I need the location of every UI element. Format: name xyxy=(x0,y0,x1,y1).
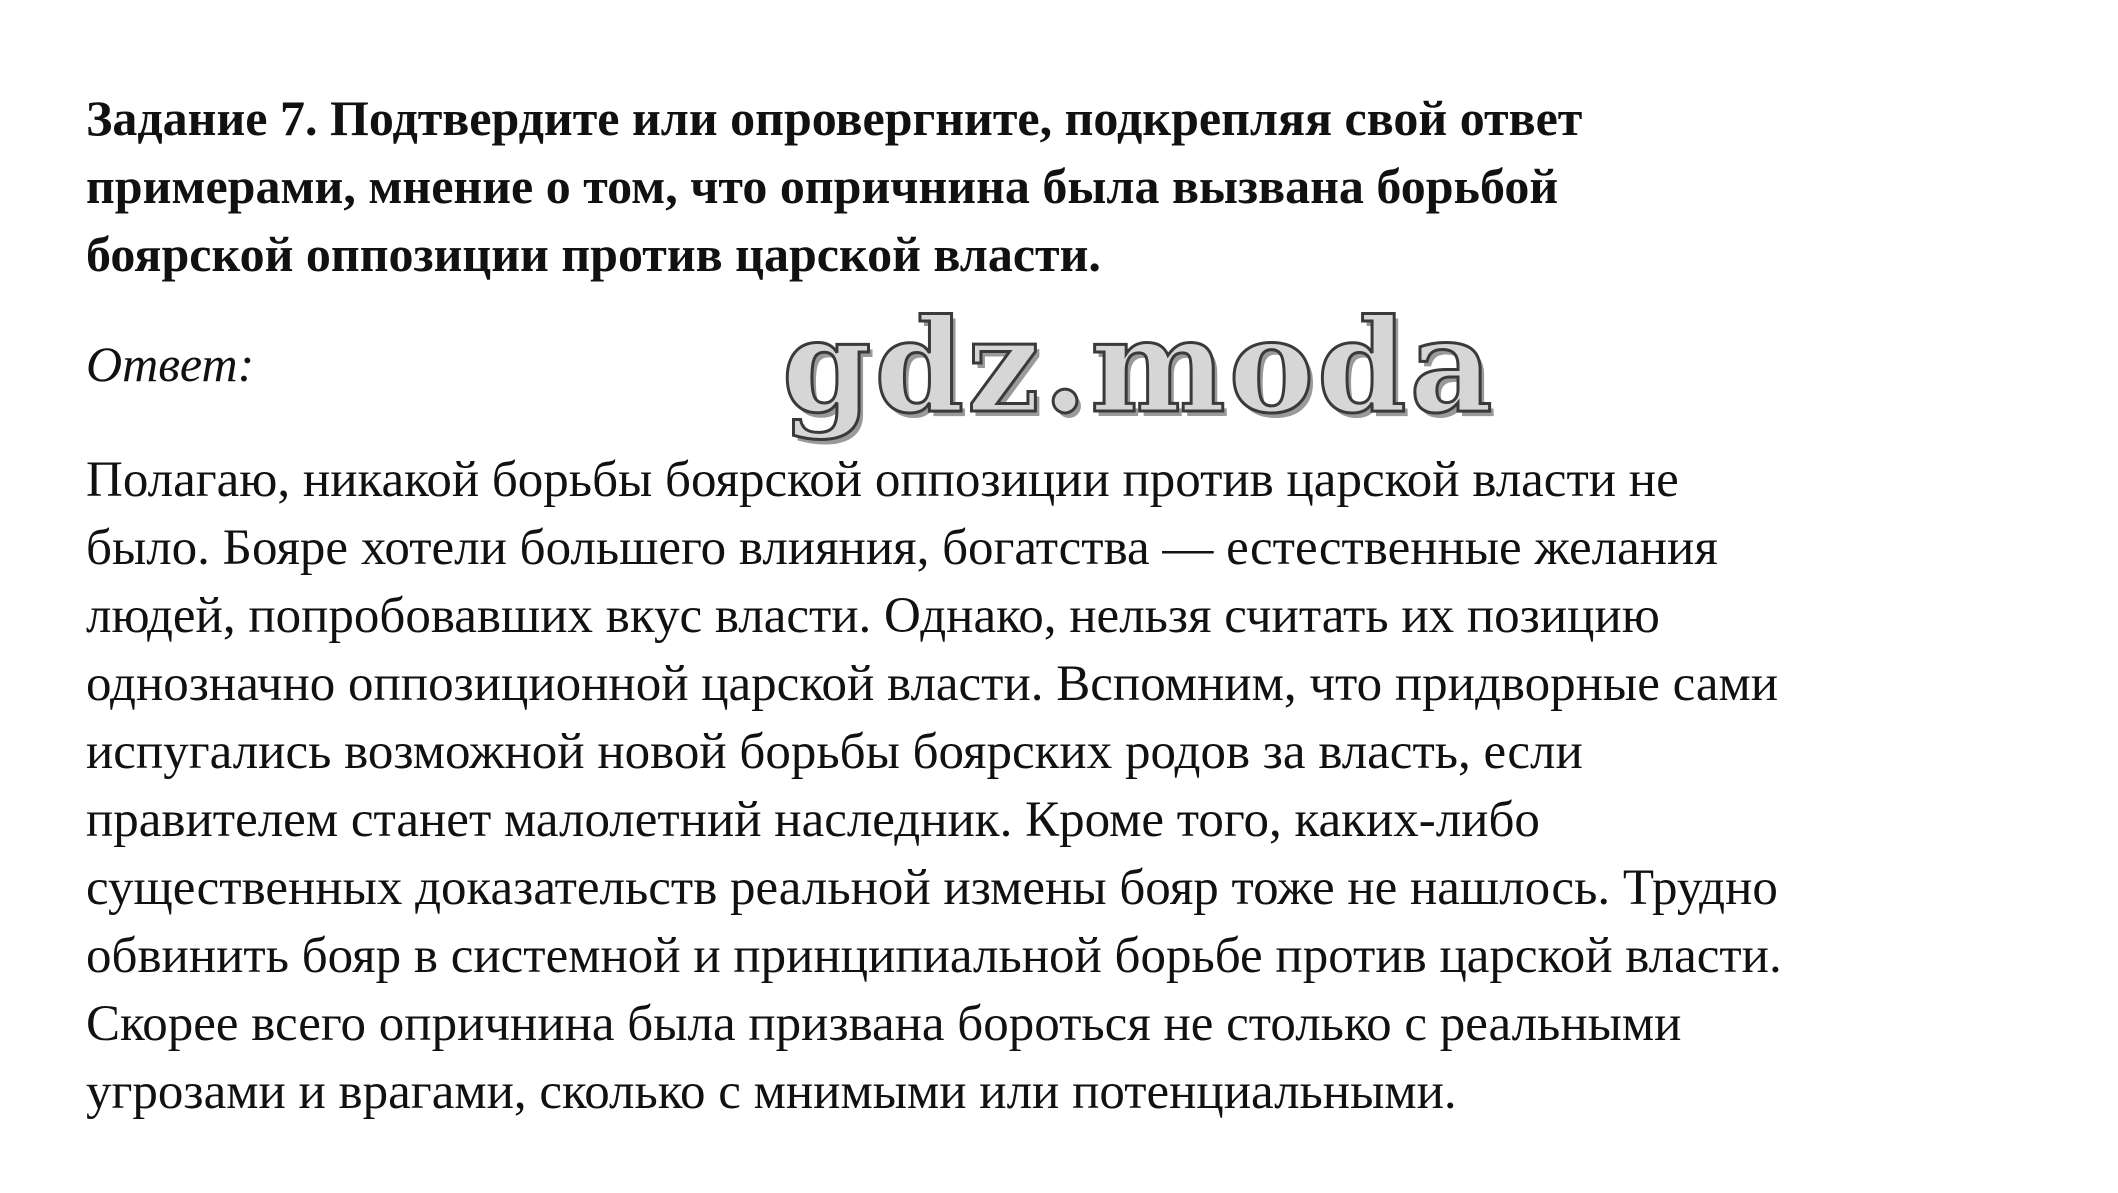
answer-line: Скорее всего опричнина была призвана бороться не столько с реальными xyxy=(86,996,1682,1052)
answer-line: угрозами и врагами, сколько с мнимыми или потенциальными. xyxy=(86,1064,1457,1120)
task-heading xyxy=(86,84,2076,288)
answer-text xyxy=(86,446,2086,1126)
answer-line: испугались возможной новой борьбы боярских родов за власть, если xyxy=(86,724,1583,780)
watermark-logo: gdz.moda xyxy=(782,292,1496,442)
answer-label: Ответ: xyxy=(86,336,255,392)
task-heading-line: примерами, мнение о том, что опричнина была вызвана борьбой xyxy=(86,158,1559,214)
answer-line: существенных доказательств реальной измены бояр тоже не нашлось. Трудно xyxy=(86,860,1778,916)
task-heading-line: Задание 7. Подтвердите или опровергните, подкрепляя свой ответ xyxy=(86,90,1583,146)
task-heading-line: боярской оппозиции против царской власти. xyxy=(86,226,1101,282)
answer-line: однозначно оппозиционной царской власти. Вспомним, что придворные сами xyxy=(86,656,1779,712)
answer-line: обвинить бояр в системной и принципиальной борьбе против царской власти. xyxy=(86,928,1782,984)
answer-line: Полагаю, никакой борьбы боярской оппозиции против царской власти не xyxy=(86,452,1679,508)
answer-line: людей, попробовавших вкус власти. Однако, нельзя считать их позицию xyxy=(86,588,1660,644)
answer-line: было. Бояре хотели большего влияния, богатства — естественные желания xyxy=(86,520,1718,576)
answer-line: правителем станет малолетний наследник. Кроме того, каких-либо xyxy=(86,792,1540,848)
